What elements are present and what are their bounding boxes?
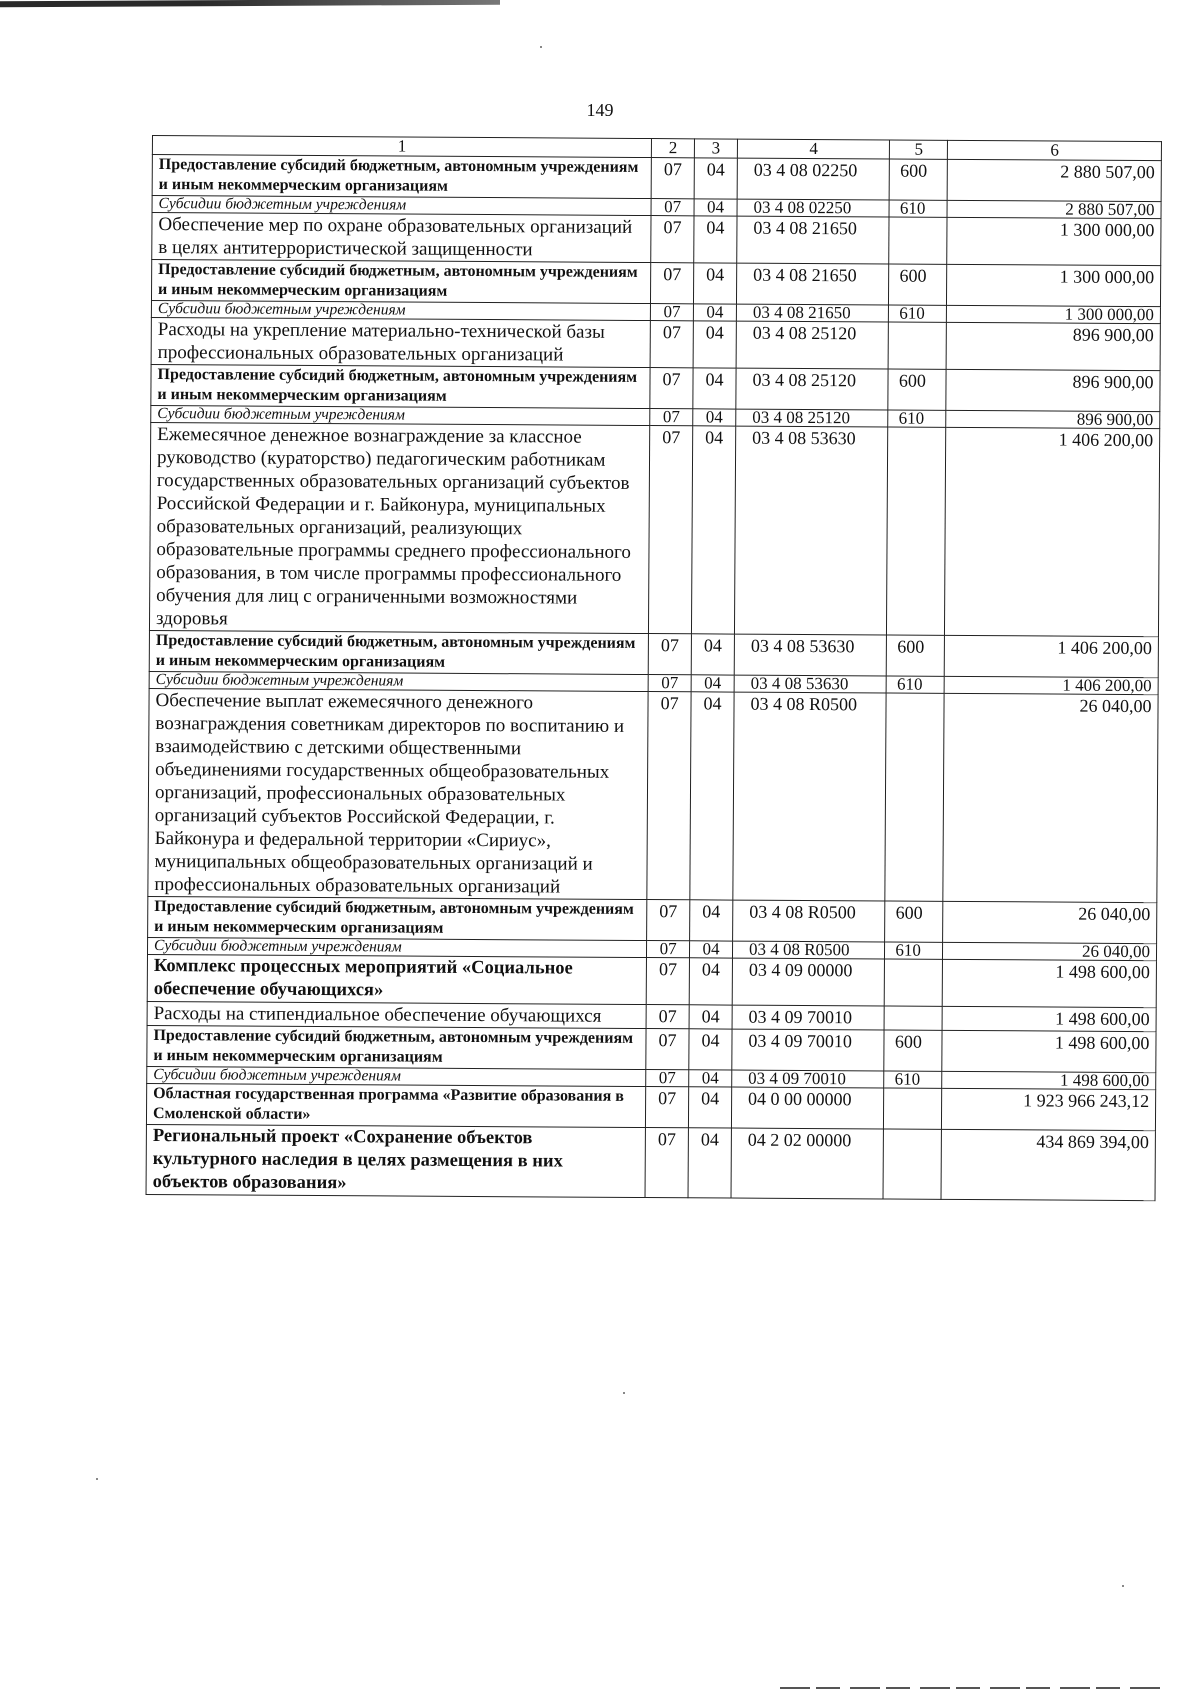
row-amount: 1 300 000,00 [947,264,1161,306]
table-row [151,260,1160,307]
row-subsection: 04 [693,304,736,321]
row-subsection: 04 [690,900,733,941]
row-section: 07 [646,1029,689,1070]
header-col-amount: 6 [948,140,1162,160]
scan-speck [540,46,542,48]
table-row [152,213,1161,266]
table-row [146,1124,1155,1200]
row-expense-type [884,1088,942,1129]
row-target-article: 03 4 08 21650 [737,216,890,264]
scan-speck [96,1478,98,1480]
row-subsection: 04 [689,1029,732,1070]
row-target-article: 03 4 08 25120 [736,368,889,410]
row-expense-type: 600 [890,159,948,200]
row-amount: 1 300 000,00 [947,217,1161,265]
row-amount: 26 040,00 [943,942,1157,960]
row-expense-type [885,959,943,1006]
row-expense-type: 610 [888,410,946,427]
row-name: Субсидии бюджетным учреждениям [147,1066,646,1086]
table-row [149,422,1159,636]
row-target-article: 03 4 08 53630 [734,426,888,635]
row-amount: 1 406 200,00 [944,676,1158,694]
row-amount: 26 040,00 [943,901,1157,943]
row-target-article: 04 2 02 00000 [731,1128,884,1199]
row-section: 07 [646,1087,689,1128]
row-expense-type: 610 [889,305,947,322]
row-name: Субсидии бюджетным учреждениям [151,300,650,320]
row-name: Предоставление субсидий бюджетным, автономным учреждениям и иным некоммерческим организациям [147,1025,646,1069]
row-subsection: 04 [690,941,733,958]
row-expense-type: 610 [889,200,947,217]
table-body [146,155,1161,1201]
row-amount: 896 900,00 [946,369,1160,411]
row-target-article: 03 4 08 53630 [734,675,887,693]
row-target-article: 03 4 08 R0500 [732,941,885,959]
table-row [147,1025,1156,1072]
row-name: Обеспечение выплат ежемесячного денежного вознаграждения советникам директоров по воспитанию и взаимодействию с детскими общественными объединениями государственных общеобразовательных организаций, профессиональных образовательных организаций субъектов Российской Федерации, г. Байконура и федеральной территории «Сириус», муниципальных общеобразовательных организаций и профессиональных образовательных организаций [148,688,648,899]
row-target-article: 03 4 09 70010 [732,1029,885,1071]
table-row [151,317,1160,370]
row-name: Ежемесячное денежное вознаграждение за классное руководство (кураторство) педагогическим работникам государственных образовательных организаций субъектов Российской Федерации и г. Байконура, муниципальных образовательных организаций, реализующих образовательные программы среднего профессионального образования, в том числе программы профессионального обучения для лиц с ограниченными возможностями здоровья [149,422,649,633]
header-col-section: 2 [651,139,694,158]
row-section: 07 [650,368,693,409]
header-col-expense-type: 5 [890,140,948,159]
row-target-article: 03 4 09 70010 [732,1070,885,1088]
row-section: 07 [650,409,693,426]
table-row [148,896,1157,943]
row-subsection: 04 [689,1070,732,1087]
row-amount: 434 869 394,00 [941,1129,1155,1200]
row-section: 07 [650,321,693,368]
row-target-article: 03 4 08 R0500 [733,900,886,942]
row-subsection: 04 [692,426,736,634]
row-subsection: 04 [694,199,737,216]
row-name: Региональный проект «Сохранение объектов культурного наследия в целях размещения в них объектов образования» [146,1124,646,1197]
row-expense-type: 610 [886,676,944,693]
row-target-article: 04 0 00 00000 [731,1087,884,1129]
row-section: 07 [651,304,694,321]
row-subsection: 04 [691,634,734,675]
table-row [147,954,1156,1007]
row-name: Расходы на укрепление материально-технической базы профессиональных образовательных организаций [151,317,650,367]
row-expense-type [888,322,946,369]
row-amount: 2 880 507,00 [947,159,1161,201]
table-row [149,630,1158,677]
row-target-article: 03 4 08 21650 [736,263,889,305]
row-section: 07 [648,675,691,692]
row-target-article: 03 4 08 25120 [736,321,889,369]
row-expense-type: 610 [885,942,943,959]
row-section: 07 [651,199,694,216]
row-amount: 1 923 966 243,12 [942,1088,1156,1130]
row-subsection: 04 [694,263,737,304]
row-amount: 896 900,00 [946,322,1160,370]
row-section: 07 [648,634,691,675]
row-subsection: 04 [690,692,734,900]
row-section: 07 [645,1128,688,1198]
row-section: 07 [651,216,694,263]
row-expense-type [884,1006,942,1030]
row-expense-type: 600 [884,1030,942,1071]
row-section: 07 [646,958,689,1005]
row-name: Комплекс процессных мероприятий «Социальное обеспечение обучающихся» [147,954,646,1004]
row-expense-type [887,427,946,635]
row-expense-type: 610 [884,1071,942,1088]
row-subsection: 04 [689,958,732,1005]
page-number: 149 [586,100,614,120]
row-name: Обеспечение мер по охране образовательных организаций в целях антитеррористической защищенности [152,213,651,263]
row-section: 07 [646,1070,689,1087]
row-subsection: 04 [693,409,736,426]
row-amount: 896 900,00 [946,410,1160,428]
scan-footer-artifact [780,1687,1160,1689]
row-expense-type: 600 [888,369,946,410]
row-name: Субсидии бюджетным учреждениям [149,671,648,691]
row-amount: 1 498 600,00 [942,1030,1156,1072]
row-section: 07 [649,426,693,634]
row-section: 07 [647,692,691,900]
row-name: Субсидии бюджетным учреждениям [152,196,651,216]
row-amount: 1 498 600,00 [943,959,1157,1007]
row-target-article: 03 4 08 25120 [736,409,889,427]
row-name: Субсидии бюджетным учреждениям [147,937,646,957]
row-expense-type: 600 [887,635,945,676]
row-amount: 2 880 507,00 [947,200,1161,218]
row-subsection: 04 [688,1087,731,1128]
row-name: Субсидии бюджетным учреждениям [151,405,650,425]
scan-edge-artifact [0,0,500,7]
row-subsection: 04 [694,216,737,263]
row-name: Областная государственная программа «Развитие образования в Смоленской области» [146,1083,645,1127]
scan-speck [623,1392,625,1394]
row-amount: 26 040,00 [943,693,1158,902]
budget-table [146,135,1162,1201]
row-amount: 1 498 600,00 [942,1006,1156,1031]
header-col-name: 1 [152,136,651,158]
row-subsection: 04 [691,675,734,692]
row-subsection: 04 [693,321,736,368]
row-amount: 1 498 600,00 [942,1071,1156,1089]
row-target-article: 03 4 08 21650 [736,304,889,322]
row-subsection: 04 [689,1005,732,1029]
row-expense-type [885,693,944,901]
row-target-article: 03 4 08 R0500 [733,692,887,901]
row-section: 07 [647,900,690,941]
row-target-article: 03 4 08 53630 [734,634,887,676]
row-name: Предоставление субсидий бюджетным, автономным учреждениям и иным некоммерческим организациям [151,260,650,304]
row-name: Предоставление субсидий бюджетным, автономным учреждениям и иным некоммерческим организациям [152,155,651,199]
row-name: Предоставление субсидий бюджетным, автономным учреждениям и иным некоммерческим организациям [151,364,650,408]
table-row [151,364,1160,411]
row-name: Расходы на стипендиальное обеспечение обучающихся [147,1001,646,1028]
row-subsection: 04 [693,368,736,409]
row-target-article: 03 4 09 70010 [732,1005,885,1030]
row-section: 07 [651,158,694,199]
table-row [148,688,1158,902]
row-subsection: 04 [688,1128,731,1198]
row-expense-type: 600 [885,901,943,942]
row-amount: 1 300 000,00 [947,305,1161,323]
table-row [152,155,1161,202]
row-amount: 1 406 200,00 [945,635,1159,677]
row-target-article: 03 4 09 00000 [732,958,885,1006]
table-row [146,1083,1155,1130]
row-subsection: 04 [694,158,737,199]
scan-speck [1122,1585,1124,1587]
row-expense-type [883,1129,941,1199]
row-expense-type [889,217,947,264]
row-section: 07 [651,263,694,304]
row-section: 07 [647,941,690,958]
row-target-article: 03 4 08 02250 [737,158,890,200]
header-col-target-article: 4 [737,139,890,159]
header-col-subsection: 3 [694,139,737,158]
row-amount: 1 406 200,00 [945,427,1160,636]
row-target-article: 03 4 08 02250 [737,199,890,217]
row-name: Предоставление субсидий бюджетным, автономным учреждениям и иным некоммерческим организациям [148,896,647,940]
row-section: 07 [646,1005,689,1029]
row-expense-type: 600 [889,264,947,305]
row-name: Предоставление субсидий бюджетным, автономным учреждениям и иным некоммерческим организациям [149,630,648,674]
